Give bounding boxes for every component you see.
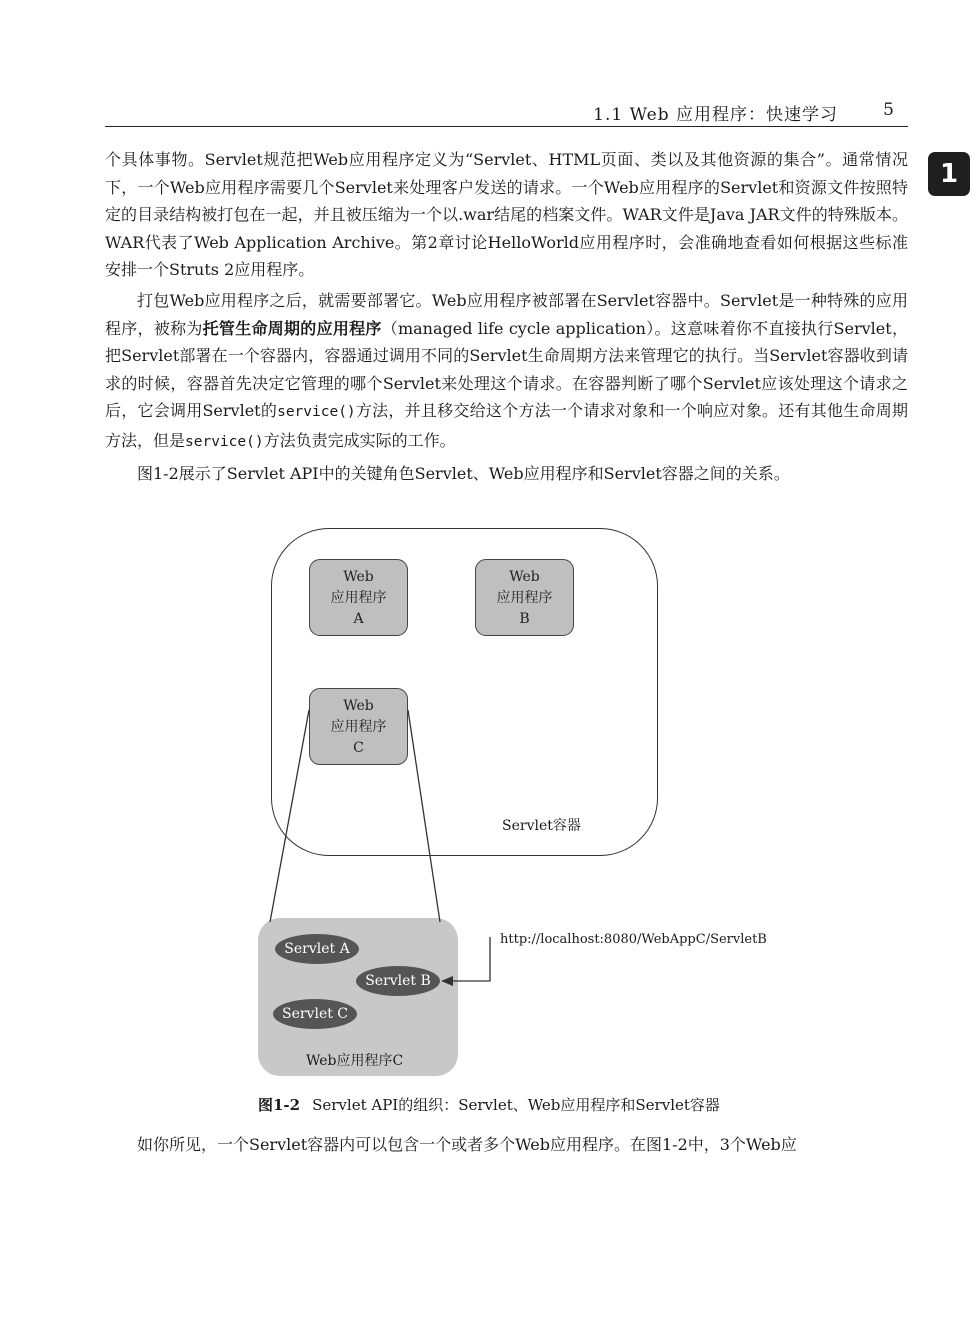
app-c-line2: 应用程序 bbox=[330, 719, 387, 735]
p2-text-c: 方法，并且移交给这个方法一个请求对象和一个响应对象。还有其他生命周期方法，但是 bbox=[105, 401, 908, 450]
paragraph-3: 图1-2展示了Servlet API中的关键角色Servlet、Web应用程序和Servlet容器之间的关系。 bbox=[137, 463, 790, 483]
servlet-c-pill: Servlet C bbox=[273, 999, 357, 1029]
app-a-line3: A bbox=[353, 611, 364, 627]
paragraph-1: 个具体事物。Servlet规范把Web应用程序定义为“Servlet、HTML页面、类以及其他资源的集合”。通常情况下，一个Web应用程序需要几个Servlet来处理客户发送的请求。一个Web应用程序的Servlet和资源文件按照特定的目录结构被打包在一起，并且被压缩为一个以.war结尾的档案文件。WAR文件是Java JAR文件的特殊版本。WAR代表了Web Application Archive。第2章讨论HelloWorld应用程序时，会准确地查看如何根据这些标准安排一个Struts 2应用程序。 bbox=[105, 150, 908, 280]
p2-text-d: 方法负责完成实际的工作。 bbox=[263, 430, 456, 450]
figure-caption bbox=[258, 1094, 758, 1115]
code-service-1: service() bbox=[277, 404, 356, 421]
servlet-b-pill: Servlet B bbox=[356, 966, 440, 996]
app-b-line3: B bbox=[519, 611, 530, 627]
header-title: 1.1 Web 应用程序：快速学习 bbox=[593, 105, 838, 125]
caption-number: 图1-2 bbox=[258, 1096, 301, 1114]
app-b-line2: 应用程序 bbox=[496, 590, 553, 606]
p2-emphasis: 托管生命周期的应用程序 bbox=[202, 318, 382, 338]
caption-text: Servlet API的组织：Servlet、Web应用程序和Servlet容器 bbox=[312, 1096, 720, 1114]
paragraph-4: 如你所见，一个Servlet容器内可以包含一个或者多个Web应用程序。在图1-2中，3个Web应 bbox=[137, 1135, 797, 1154]
app-b-line1: Web bbox=[509, 569, 540, 585]
servlet-a-pill: Servlet A bbox=[275, 934, 359, 964]
url-arrow-line bbox=[452, 937, 490, 981]
container-label: Servlet容器 bbox=[502, 818, 581, 834]
p2-text-a: 打包Web应用程序之后，就需要部署它。Web应用程序被部署在Servlet容器中。Servlet是一种特殊的应用程序，被称为 bbox=[105, 290, 908, 338]
app-c-line3: C bbox=[353, 740, 364, 756]
page-number: 5 bbox=[883, 100, 894, 120]
zoom-line-left bbox=[270, 710, 309, 922]
app-c-line1: Web bbox=[343, 698, 374, 714]
code-service-2: service() bbox=[185, 433, 264, 450]
zoom-line-right bbox=[408, 710, 440, 922]
url-label: http://localhost:8080/WebAppC/ServletB bbox=[500, 932, 767, 947]
app-a-line2: 应用程序 bbox=[330, 590, 387, 606]
body-text-bottom bbox=[105, 1131, 908, 1159]
webapp-c-label: Web应用程序C bbox=[306, 1053, 404, 1069]
p2-text-b: （managed life cycle application）。这意味着你不直接执行Servlet，把Servlet部署在一个容器内，容器通过调用不同的Servlet生命周期方法来管理它的执行。当Servlet容器收到请求的时候，容器首先决定它管理的哪个Servlet来处理这个请求。在容器判断了哪个Servlet应该处理这个请求之后，它会调用Servlet的 bbox=[105, 318, 908, 421]
app-a-line1: Web bbox=[343, 569, 374, 585]
url-arrow-head bbox=[441, 976, 453, 986]
chapter-tab: 1 bbox=[928, 152, 970, 196]
